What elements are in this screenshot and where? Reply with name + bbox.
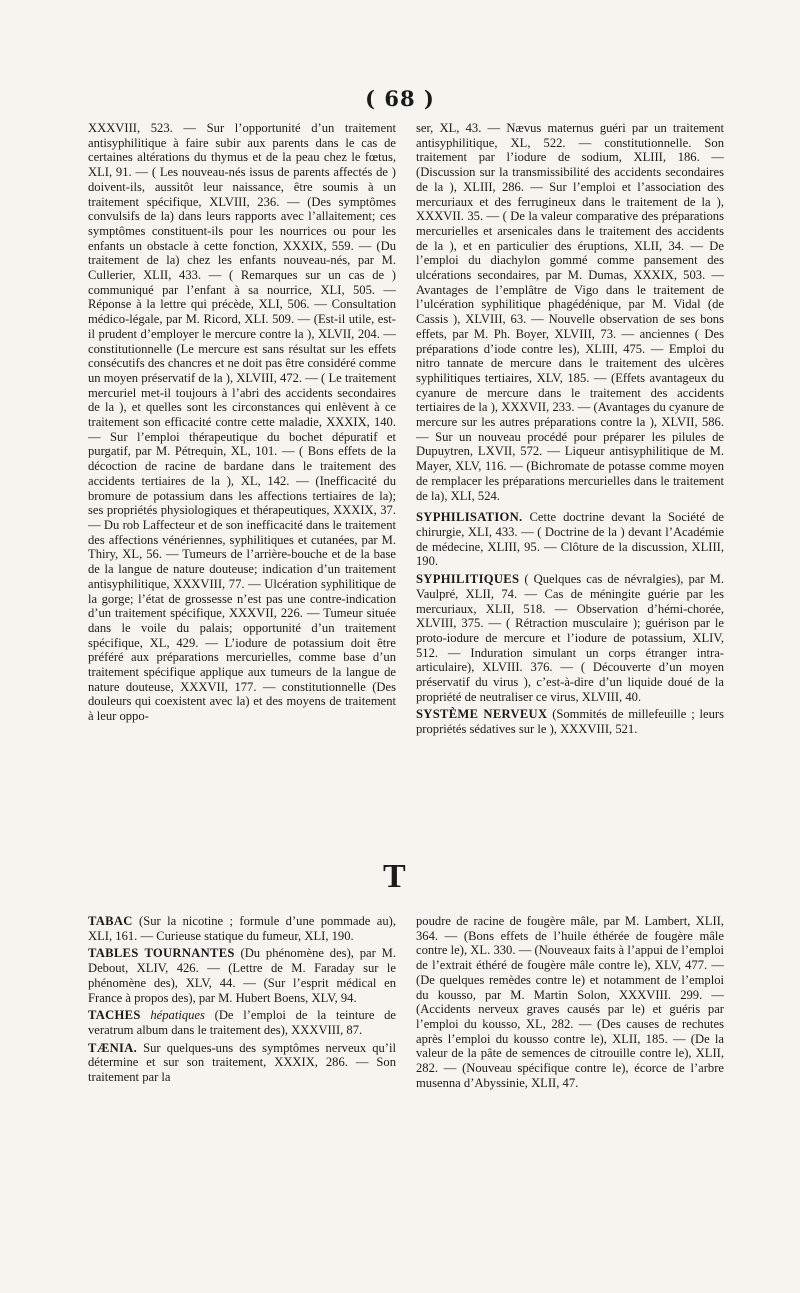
- section-letter: T: [383, 858, 406, 895]
- index-paragraph: ser, XL, 43. — Nævus maternus guéri par un traitement antisyphilitique, XL, 522. — constitutionnelle. Son traitement par l’iodure de sodium, XLIII, 186. — (Discussion sur la transmissibilité des accidents secondaires de la ), XLIII, 286. — Sur l’emploi et l’association des mercuriaux et des ferrugineux dans le traitement de la ), XXXVII. 35. — ( De la valeur comparative des préparations mercurielles et arsenicales dans le traitement des accidents de la ), et en particulier des éruptions, XLII, 34. — De l’emploi du diachylon gommé comme pansement des ulcérations secondaires, par M. Dumas, XXXIX, 503. — Avantages de l’emplâtre de Vigo dans le traitement de l’ulcération syphilitique phagédénique, par M. Vidal (de Cassis ), XLVIII, 63. — Nouvelle observation de ses bons effets, par M. Ph. Boyer, XLVIII, 73. — anciennes ( Des préparations d’iode contre les), XLIII, 475. — Emploi du nitro tannate de mercure dans le traitement des ulcères syphilitiques tertiaires, XLV, 185. — (Effets avantageux du cyanure de mercure dans le traitement des accidents tertiaires de la ), XXXVII, 233. — (Avantages du cyanure de mercure sur les autres préparations contre la ), XLVII, 586. — Sur un nouveau procédé pour préparer les pilules de Dupuytren, LXVII, 572. — Liqueur antisyphilitique de M. Mayer, XLV, 116. — (Bichromate de potasse comme moyen de remplacer les préparations mercurielles dans le traitement de la), XLI, 524.: [416, 121, 724, 503]
- entry-text: Cette doctrine devant la Société de chirurgie, XLI, 433. — ( Doctrine de la ) devant l’Académie de médecine, XLIII, 95. — Clôture de la discussion, XLIII, 190.: [416, 510, 724, 569]
- entry-text: (De l’emploi de la teinture de veratrum album dans le traitement des), XXXVIII, 87.: [88, 1008, 396, 1037]
- left-column-bottom: [88, 914, 396, 1088]
- entry-heading: TABAC: [88, 914, 133, 928]
- left-column-top: [88, 121, 396, 727]
- index-entry-tables-tournantes: [88, 946, 396, 1005]
- index-paragraph: poudre de racine de fougère mâle, par M. Lambert, XLII, 364. — (Bons effets de l’huile éthérée de fougère mâle contre le), XL. 330. — (Nouveaux faits à l’appui de l’emploi de l’extrait éthéré de fougère mâle contre le), XLV, 477. — (De quelques remèdes contre le) et notamment de l’emploi du kousso, par M. Martin Solon, XXXVIII. 299. — (Accidents nerveux graves causés par le) et guéris par l’emploi du kousso, XL, 282. — (Des causes de rechutes après l’emploi du kousso contre le), XLII, 185. — (De la valeur de la pâte de semences de citrouille contre le), XLII, 282. — (Nouveau spécifique contre le), écorce de l’arbre musenna d’Abyssinie, XLII, 47.: [416, 914, 724, 1090]
- index-entry-syphilitiques: [416, 572, 724, 704]
- page-number: ( 68 ): [365, 86, 435, 111]
- index-entry-taches: [88, 1008, 396, 1037]
- entry-heading: SYPHILITIQUES: [416, 572, 520, 587]
- entry-italic: hépatiques: [150, 1008, 205, 1023]
- entry-text: (Du phénomène des), par M. Debout, XLIV, 426. — (Lettre de M. Faraday sur le phénomène des), XLV, 44. — (Sur l’esprit médical en France à propos des), par M. Hubert Boens, XLV, 94.: [88, 946, 396, 1005]
- entry-text: (Sommités de millefeuille ; leurs propriétés sédatives sur le ), XXXVIII, 521.: [416, 707, 725, 737]
- entry-heading: TÆNIA.: [88, 1040, 138, 1055]
- right-column-top: [416, 121, 724, 740]
- entry-heading: SYSTÈME NERVEUX: [416, 707, 548, 722]
- entry-heading: TABLES TOURNANTES: [88, 946, 235, 961]
- index-entry-tabac: [88, 914, 396, 943]
- right-column-bottom: [416, 914, 724, 1093]
- entry-text: ( Quelques cas de névralgies), par M. Vaulpré, XLII, 74. — Cas de méningite guérie par les mercuriaux, XLII, 518. — Observation d’hémi-chorée, XLVIII, 375. — ( Rétraction musculaire ); guérison par le proto-iodure de mercure et l’iodure de potassium, XLIV, 512. — Induration simulant un corps étranger intra-articulaire), XLVIII. 376. — ( Découverte d’un moyen préservatif du virus ), c’est-à-dire d’un liquide doué de la propriété de neutraliser ce virus, XLVIII, 40.: [416, 572, 724, 704]
- entry-heading: SYPHILISATION.: [416, 510, 523, 525]
- index-entry-systeme-nerveux: [416, 707, 724, 736]
- entry-heading: TACHES: [88, 1008, 141, 1023]
- index-paragraph: XXXVIII, 523. — Sur l’opportunité d’un traitement antisyphilitique à faire subir aux parents dans le cas de certaines altérations du thymus et de la peau chez le fœtus, XLI, 91. — ( Les nouveau-nés issus de parents affectés de ) doivent-ils, aussitôt leur naissance, être soumis à un traitement spécifique, XLVIII, 236. — (Des symptômes convulsifs de la) dans leurs rapports avec l’allaitement; ces symptômes constituent-ils pour les nourrices ou pour les enfants un obstacle à cette fonction, XXXIX, 559. — (Du traitement de la) chez les enfants nouveau-nés, par M. Cullerier, XLII, 433. — ( Remarques sur un cas de ) communiqué par l’enfant à sa nourrice, XLI, 505. — Réponse à la lettre qui précède, XLI, 506. — Consultation médico-légale, par M. Ricord, XLI. 509. — (Est-il utile, est-il prudent d’employer le mercure contre la ), XLVII, 204. — constitutionnelle (Le mercure est sans résultat sur les effets consécutifs des chancres et ne doit pas être considéré comme un moyen préservatif de la ), XLVIII, 472. — ( Le traitement mercuriel met-il toujours à l’abri des accidents secondaires de la ), et quelles sont les circonstances qui enlèvent à ce traitement son efficacité contre cette maladie, XXXIX, 140. — Sur l’emploi thérapeutique du bochet dépuratif et purgatif, par M. Pétrequin, XL, 101. — ( Bons effets de la décoction de racine de bardane dans le traitement des accidents tertiaires de la ), XL, 142. — (Inefficacité du bromure de potassium dans les affections tertiaires de la); ses propriétés physiologiques et thérapeutiques, XXXIX, 37. — Du rob Laffecteur et de son inefficacité dans le traitement des affections vénériennes, syphilitiques et cutanées, par M. Thiry, XL, 56. — Tumeurs de l’arrière-bouche et de la base de la langue de nature douteuse; indication d’un traitement antisyphilitique, XXXVIII, 77. — Ulcération syphilitique de la gorge; l’état de grossesse n’est pas une contre-indication d’un traitement spécifique, XXXVII, 226. — Tumeur située dans le voile du palais; opportunité d’un traitement spécifique, XL, 429. — L’iodure de potassium doit être préféré aux préparations mercurielles, comme base d’un traitement spécifique applique aux tumeurs de la langue de nature douteuse, XXXVII, 177. — constitutionnelle (Des douleurs qui coexistent avec la) et des moyens de traitement à leur oppo-: [88, 121, 396, 724]
- entry-text: Sur quelques-uns des symptômes nerveux qu’il détermine et sur son traitement, XXXIX, 286. — Son traitement par la: [88, 1040, 396, 1085]
- index-entry-syphilisation: [416, 510, 724, 569]
- index-entry-taenia: [88, 1041, 396, 1085]
- entry-text: (Sur la nicotine ; formule d’une pommade au), XLI, 161. — Curieuse statique du fumeur, XLI, 190.: [88, 914, 396, 943]
